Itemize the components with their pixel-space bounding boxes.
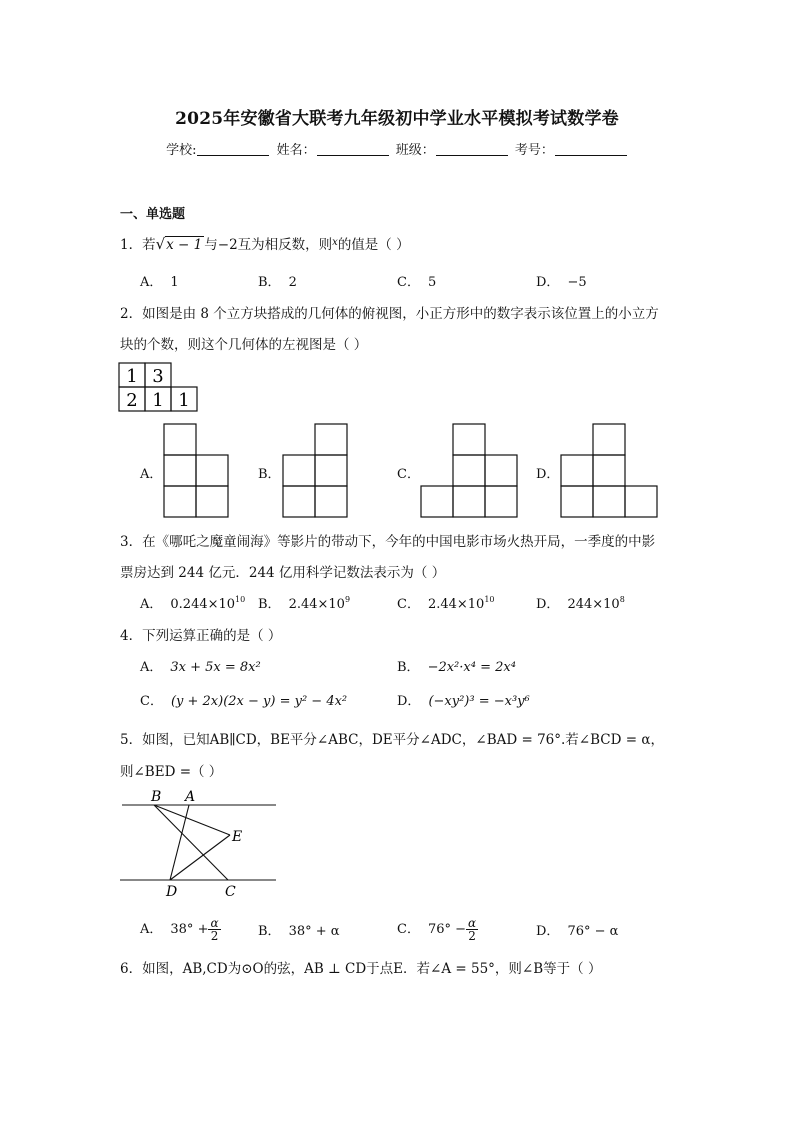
q6-stem: 6．如图，AB,CD为⊙O的弦，AB ⊥ CD于点E．若∠A = 55°，则∠B等于（ ） bbox=[120, 961, 602, 977]
q5-option-c[interactable]: C． 76° − $\frac{\alpha}{2}$ bbox=[397, 916, 477, 943]
q2-option-c-label[interactable]: C． bbox=[397, 467, 420, 482]
name-label: 姓名： bbox=[276, 143, 316, 158]
q4-option-c[interactable]: C． (y + 2x)(2x − y) = y² − 4x² bbox=[140, 694, 348, 709]
q3-option-b[interactable]: B． $2.44\times 10^9$ bbox=[258, 595, 351, 612]
q5-figure bbox=[118, 788, 280, 900]
q1-var: x bbox=[332, 237, 338, 248]
q2-option-b-figure[interactable] bbox=[282, 423, 350, 519]
q5-stem-line2: 则∠BED =（ ） bbox=[120, 764, 223, 780]
q1-prefix: 1．若 bbox=[120, 237, 156, 253]
q2-stem-line1: 2．如图是由 8 个立方块搭成的几何体的俯视图，小正方形中的数字表示该位置上的小立方 bbox=[120, 306, 659, 322]
q2-option-b-label[interactable]: B． bbox=[258, 467, 281, 482]
grid-cell: 2 bbox=[126, 390, 138, 411]
q2-option-c-figure[interactable] bbox=[420, 423, 520, 519]
grid-cell: 1 bbox=[178, 390, 190, 411]
q5-option-d[interactable]: D． 76° − α bbox=[536, 924, 619, 939]
q2-top-view-grid bbox=[118, 362, 200, 414]
point-label-d: D bbox=[166, 884, 178, 900]
point-label-b: B bbox=[151, 789, 162, 805]
q4-option-b[interactable]: B． −2x²·x⁴ = 2x⁴ bbox=[397, 660, 516, 675]
q2-stem-line2: 块的个数，则这个几何体的左视图是（ ） bbox=[120, 337, 368, 353]
q3-stem-line1: 3．在《哪吒之魔童闹海》等影片的带动下，今年的中国电影市场火热开局，一季度的中影 bbox=[120, 534, 656, 550]
class-label: 班级： bbox=[395, 143, 435, 158]
grid-cell: 1 bbox=[152, 390, 164, 411]
q2-option-a-figure[interactable] bbox=[163, 423, 231, 519]
point-label-a: A bbox=[185, 789, 196, 805]
q2-option-d-label[interactable]: D． bbox=[536, 467, 560, 482]
school-label: 学校: bbox=[166, 143, 197, 158]
q1-stem bbox=[120, 233, 410, 253]
q1-radicand: x − 1 bbox=[166, 237, 203, 253]
sqrt-icon: √ bbox=[155, 235, 166, 253]
grid-cell: 3 bbox=[152, 366, 164, 387]
q4-stem: 4．下列运算正确的是（ ） bbox=[120, 628, 282, 644]
q2-option-d-figure[interactable] bbox=[560, 423, 660, 519]
q1-option-c[interactable]: C． 5 bbox=[397, 275, 437, 290]
class-blank[interactable] bbox=[436, 142, 508, 156]
q4-option-a[interactable]: A． 3x + 5x = 8x² bbox=[140, 660, 261, 675]
point-label-e: E bbox=[232, 829, 243, 845]
q4-option-d[interactable]: D． (−xy²)³ = −x³y⁶ bbox=[397, 694, 530, 709]
q3-option-c[interactable]: C． $2.44\times 10^{10}$ bbox=[397, 595, 495, 612]
q1-option-d[interactable]: D． −5 bbox=[536, 275, 587, 290]
q3-stem-line2: 票房达到 244 亿元．244 亿用科学记数法表示为（ ） bbox=[120, 565, 446, 581]
q5-option-b[interactable]: B． 38° + α bbox=[258, 924, 340, 939]
q2-option-a-label[interactable]: A． bbox=[140, 467, 163, 482]
number-label: 考号： bbox=[514, 143, 554, 158]
q3-option-d[interactable]: D． $244\times 10^8$ bbox=[536, 595, 625, 612]
school-blank[interactable] bbox=[197, 142, 269, 156]
q3-option-a[interactable]: A． $0.244\times 10^{10}$ bbox=[140, 595, 246, 612]
exam-title: 2025年安徽省大联考九年级初中学业水平模拟考试数学卷 bbox=[175, 109, 619, 129]
q5-stem-line1: 5．如图，已知AB∥CD，BE平分∠ABC，DE平分∠ADC，∠BAD = 76°.若∠BCD = α， bbox=[120, 732, 664, 748]
q1-option-a[interactable]: A． 1 bbox=[140, 275, 179, 290]
section-title: 一、单选题 bbox=[120, 207, 186, 222]
name-blank[interactable] bbox=[317, 142, 389, 156]
q1-suffix: 的值是（ ） bbox=[337, 237, 410, 253]
q1-option-b[interactable]: B． 2 bbox=[258, 275, 297, 290]
q1-middle: 与−2互为相反数，则 bbox=[204, 237, 333, 253]
q5-option-a[interactable]: A． 38° + $\frac{\alpha}{2}$ bbox=[140, 916, 219, 943]
point-label-c: C bbox=[225, 884, 236, 900]
number-blank[interactable] bbox=[555, 142, 627, 156]
student-info-line bbox=[0, 139, 794, 158]
grid-cell: 1 bbox=[126, 366, 138, 387]
